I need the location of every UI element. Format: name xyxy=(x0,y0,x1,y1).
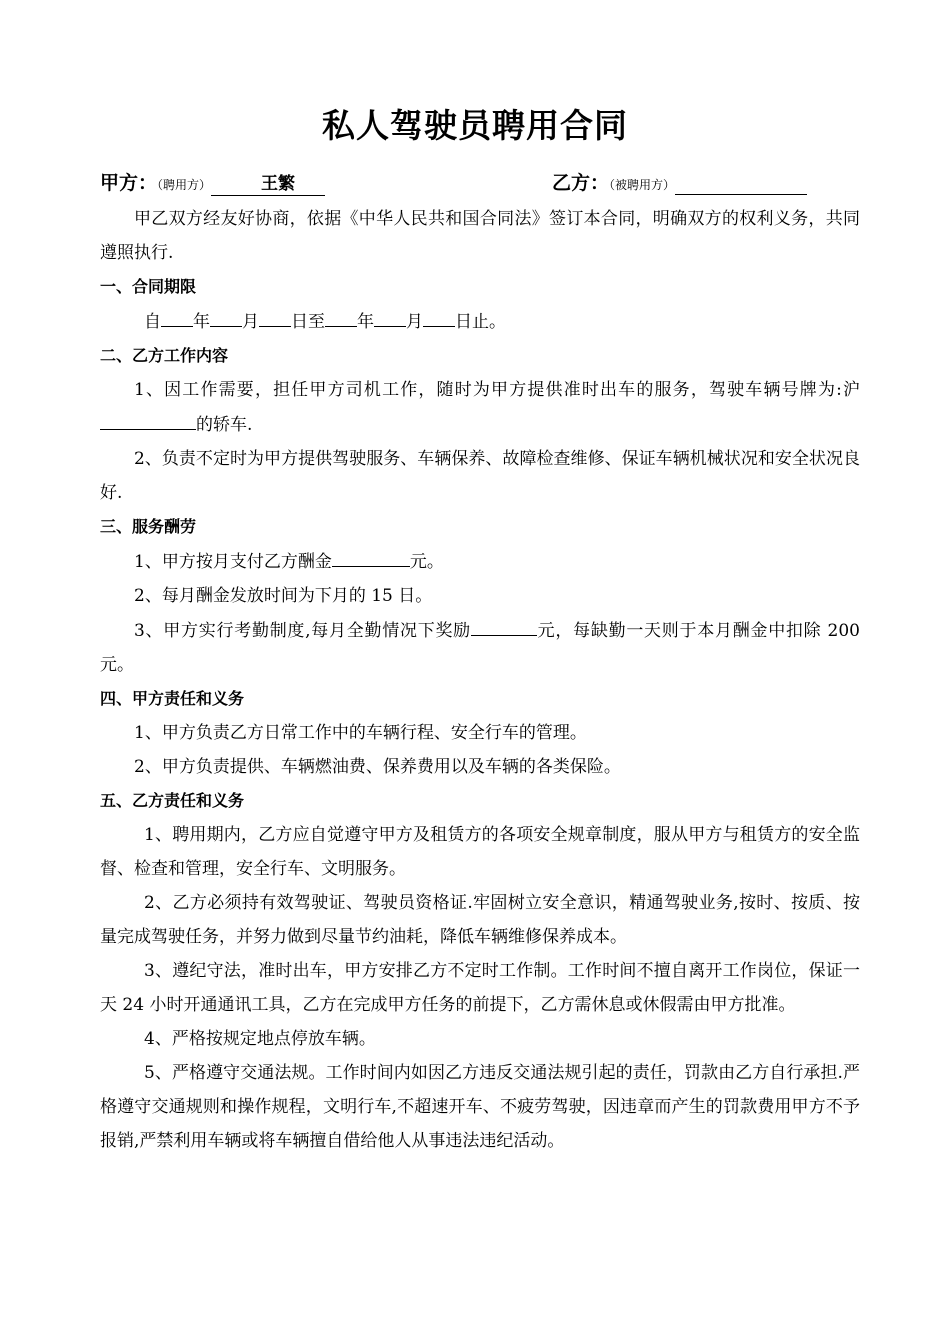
section-3-item-2: 2、每月酬金发放时间为下月的 15 日。 xyxy=(134,586,433,606)
party-a-name-field[interactable]: 王繁 xyxy=(211,173,325,196)
section-1-heading: 一、合同期限 xyxy=(100,277,197,296)
section-3-item-1 xyxy=(100,544,860,579)
party-a-note: （聘用方） xyxy=(157,178,212,192)
term-line xyxy=(100,304,860,339)
start-day-field[interactable] xyxy=(259,304,291,327)
party-b-label: 乙方： xyxy=(552,172,610,194)
bonus-field[interactable] xyxy=(471,613,537,636)
end-year-field[interactable] xyxy=(325,304,357,327)
paragraph-text: 3、甲方实行考勤制度,每月全勤情况下奖励 xyxy=(134,621,471,641)
term-text: 日止。 xyxy=(455,312,506,332)
section-2-item-2: 2、负责不定时为甲方提供驾驶服务、车辆保养、故障检查维修、保证车辆机械状况和安全状况良好. xyxy=(100,449,860,503)
contract-body xyxy=(100,202,860,1158)
party-a-label: 甲方： xyxy=(100,172,158,194)
intro-paragraph: 甲乙双方经友好协商，依据《中华人民共和国合同法》签订本合同，明确双方的权利义务，共同遵照执行. xyxy=(100,209,860,263)
start-month-field[interactable] xyxy=(210,304,242,327)
paragraph-text: 元，每缺勤一天则于本月酬金中扣除 200 元。 xyxy=(100,621,860,675)
section-3-item-3 xyxy=(100,613,860,682)
paragraph-text: 元。 xyxy=(409,552,444,572)
document-title: 私人驾驶员聘用合同 xyxy=(322,106,628,145)
end-month-field[interactable] xyxy=(374,304,406,327)
parties-line xyxy=(100,168,860,198)
party-a xyxy=(100,168,325,196)
paragraph-text: 1、因工作需要，担任甲方司机工作，随时为甲方提供准时出车的服务，驾驶车辆号牌为:沪 xyxy=(134,380,860,400)
section-5-item-4: 4、严格按规定地点停放车辆。 xyxy=(144,1029,376,1049)
section-5-item-1: 1、聘用期内，乙方应自觉遵守甲方及租赁方的各项安全规章制度，服从甲方与租赁方的安全监督、检查和管理，安全行车、文明服务。 xyxy=(100,825,860,879)
section-5-item-3: 3、遵纪守法，准时出车，甲方安排乙方不定时工作制。工作时间不擅自离开工作岗位，保证一天 24 小时开通通讯工具，乙方在完成甲方任务的前提下，乙方需休息或休假需由甲方批准。 xyxy=(100,961,860,1015)
section-2-item-1 xyxy=(100,373,860,442)
paragraph-text: 1、甲方按月支付乙方酬金 xyxy=(134,552,332,572)
term-text: 自 xyxy=(144,312,161,332)
term-text: 年 xyxy=(193,312,210,332)
section-3-heading: 三、服务酬劳 xyxy=(100,517,197,536)
term-text: 月 xyxy=(242,312,259,332)
plate-number-field[interactable] xyxy=(100,407,196,430)
party-b xyxy=(552,168,807,195)
paragraph-text: 的轿车. xyxy=(196,415,253,435)
start-year-field[interactable] xyxy=(161,304,193,327)
section-4-heading: 四、甲方责任和义务 xyxy=(100,689,245,708)
section-4-item-1: 1、甲方负责乙方日常工作中的车辆行程、安全行车的管理。 xyxy=(134,723,587,743)
term-text: 年 xyxy=(357,312,374,332)
term-text: 月 xyxy=(406,312,423,332)
section-5-heading: 五、乙方责任和义务 xyxy=(100,791,245,810)
salary-field[interactable] xyxy=(332,544,410,567)
section-5-item-2: 2、乙方必须持有效驾驶证、驾驶员资格证.牢固树立安全意识，精通驾驶业务,按时、按质、按量完成驾驶任务，并努力做到尽量节约油耗，降低车辆维修保养成本。 xyxy=(100,893,860,947)
section-5-item-5: 5、严格遵守交通法规。工作时间内如因乙方违反交通法规引起的责任，罚款由乙方自行承担.严格遵守交通规则和操作规程，文明行车,不超速开车、不疲劳驾驶，因违章而产生的罚款费用甲方不予报销,严禁利用车辆或将车辆擅自借给他人从事违法违纪活动。 xyxy=(100,1063,860,1151)
end-day-field[interactable] xyxy=(423,304,455,327)
party-b-note: （被聘用方） xyxy=(609,178,676,192)
section-4-item-2: 2、甲方负责提供、车辆燃油费、保养费用以及车辆的各类保险。 xyxy=(134,757,621,777)
party-b-name-field[interactable] xyxy=(675,174,807,195)
section-2-heading: 二、乙方工作内容 xyxy=(100,346,229,365)
term-text: 日至 xyxy=(291,312,325,332)
